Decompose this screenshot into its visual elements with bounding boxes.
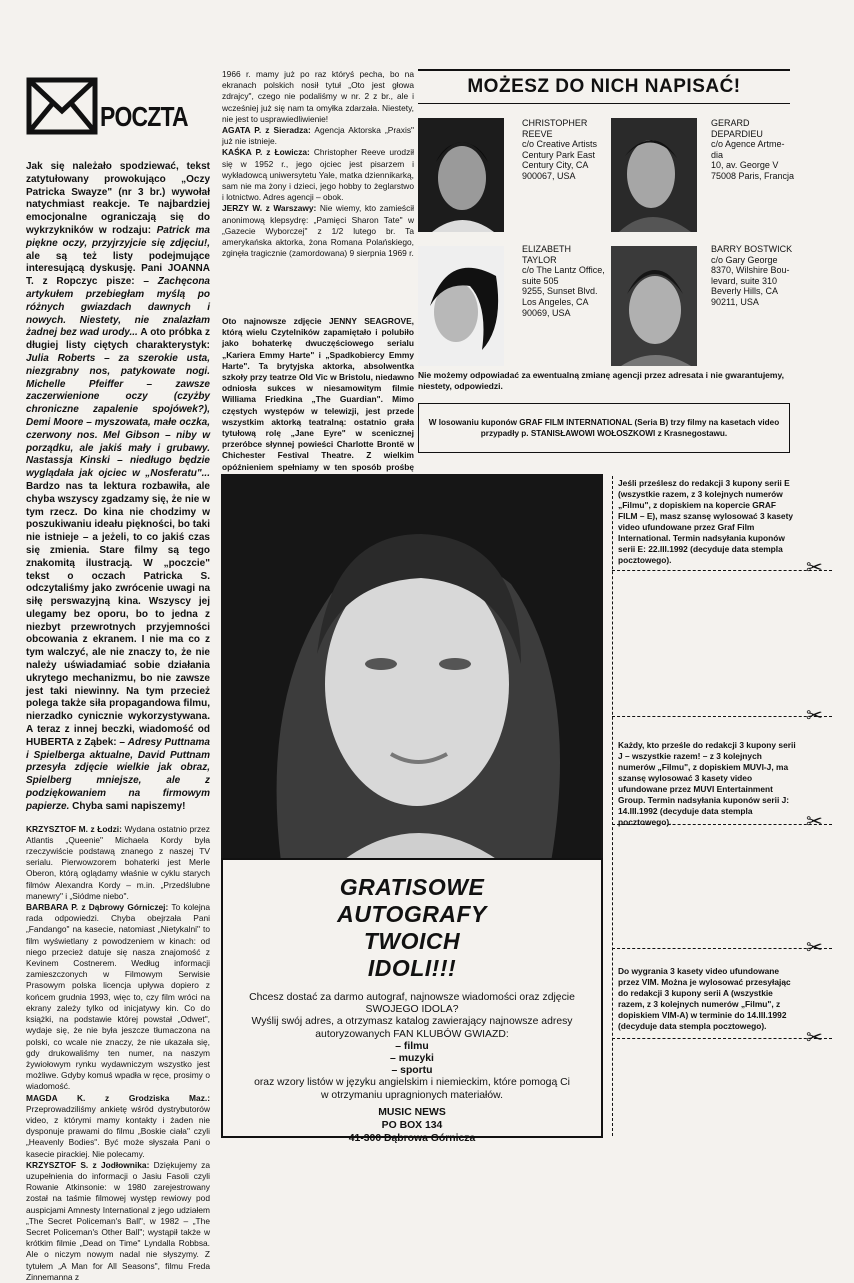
letter-answer: Agencja Aktorska „Praxis" już nie istnieje. <box>222 125 414 147</box>
reeve-photo <box>418 118 504 232</box>
write-to-them-section <box>418 69 790 104</box>
letter-answer: 1966 r. mamy już po raz któryś pecha, bo na ekranach polskich nosił tytuł „Oto jest głowa zdrajcy", czego nie podaliśmy w nr. 2 z br., ale i wcześniej już się nam ta omyłka zdarzała. Niestety, nie jest to usprawiedliwienie! <box>222 69 414 124</box>
letter-reply <box>222 125 414 147</box>
mail-column <box>26 73 210 1283</box>
letter-reply <box>26 1160 210 1283</box>
cut-line <box>612 824 832 825</box>
masthead <box>26 73 210 141</box>
lead-segment: Patrick ma piękne oczy, przyjrzyjcie się zdjęciu!, <box>26 224 210 249</box>
lead-segment: Zachęcona artykułem przebiegłam myślą po różnych gwiazdach dawnych i nowych. Niestety, nie znalazłam żadnej bez wad urody... <box>26 276 210 339</box>
scissors-icon: ✂ <box>806 811 823 833</box>
section-heading: MOŻESZ DO NICH NAPISAĆ! <box>418 69 790 104</box>
letter-answer: Przeprowadziliśmy ankietę wśród dystrybutorów video, z którymi mamy kontakty i żaden nie dysponuje prawami do filmu „Boskie ciała" czyli „Heavenly Bodies". Być może słyszała Pani o kasecie pirackiej. Nie polecamy. <box>26 1103 210 1159</box>
lead-segment: ale są też listy podejmujące interesującą dyskusję. Pani JOANNA T. z Ropczyc pisze: – <box>26 250 210 288</box>
letter-reply <box>26 902 210 1092</box>
letter-answer: To kolejna rada odpowiedzi. Chyba obejrzała Pani „Fandango" na kasecie, natomiast „Nietykalni" to film wyświetlany z powodzeniem w kinach: od niego przecież datuje się nasza znajomość z Kevinem Costnerem. Według informacji zamieszczonych w Filmowym Serwisie Prasowym polska licencja upływa dopiero z końcem grudnia 1993, więc to, czy film wróci na ekrany zależy tylko od inicjatywy kin. Co do książki, na podstawie której powstał „Odwet", wydaje się, że nie była jeszcze tłumaczona na polski, co wcale nie znaczy, że nie ukazała się, gdy drukowaliśmy ten numer, na naszym żywiołowym rynku wydawniczym wszystko jest możliwe. Gdyby komuś wpadła w ręce, prosimy o wiadomość. <box>26 902 210 1092</box>
scissors-icon: ✂ <box>806 937 823 959</box>
agency-disclaimer: Nie możemy odpowiadać za ewentualną zmianę agencji przez adresata i nie gwarantujemy, niestety, odpowiedzi. <box>418 370 784 391</box>
lead-segment: Jak się należało spodziewać, tekst zatytułowany prowokującо „Oczy Patricka Swayze" (nr 3 br.) wywołał natychmiast reakcje. Te najbardziej emocjonalne ograniczają się do wykrzykników w rodzaju: <box>26 161 210 236</box>
letter-sender: AGATA P. z Sieradza: <box>222 125 311 136</box>
section-title: POCZTA <box>100 101 188 132</box>
cut-line <box>612 948 832 949</box>
letter-reply <box>222 147 414 203</box>
seagrove-caption: Oto najnowsze zdjęcie JENNY SEAGROVE, którą wielu Czytelników zapamiętało i polubiło jako bohaterkę dwuczęściowego serialu „Kariera Emmy Harte" i „Spadkobiercy Emmy Harte". Ta brytyjska aktorka, absolwentka szkoły przy teatrze Old Vic w Bristolu, niedawno odniosła sukces w niesamowitym filmie Williama Friedkina „The Guardian". Mimo częstych występów w telewizji, jest przede wszystkim aktorką teatralną: ostatnio grała tytułową rolę „Jane Eyre" w scenicznej przeróbce słynnej powieści Charlotte Brontë w Chichester Festival Theatre. Z wielkim opóźnieniem spełniamy w ten sposób prośbę <box>222 316 414 472</box>
cut-line <box>612 570 832 571</box>
letter-answer: Wydana ostatnio przez Atlantis „Queenie" Michaela Kordy była rzeczywiście podstawą znanego z naszej TV serialu. Pierwowzorem bohaterki jest Merle Oberon, którą oglądamy właśnie w cyklu starych filmów Alexandra Kordy – m.in. „Przedślubne manewry" i „Siódme niebo". <box>26 823 210 901</box>
letter-sender: KRZYSZTOF M. z Łodzi: <box>26 823 122 834</box>
letters-list <box>26 824 210 1283</box>
scissors-icon: ✂ <box>806 557 823 579</box>
coupon-text-j: Każdy, kto prześle do redakcji 3 kupony serii J – wszystkie razem! – z 3 kolejnych numerów „Filmu", z dopiskiem MUVI-J, ma szansę wylosować 3 kasety video ufundowane przez MUVI Entertainment Group. Termin nadsyłania kuponów serii J: 14.III.1992 (decyduje data stempla pocztowego). <box>618 740 796 827</box>
letter-answer: Christopher Reeve urodził się w 1952 r., jego ojciec jest pisarzem i wykładowcą uniwersytetu Yale, matka dziennikarką, sam nie ma żony i dzieci, jego hobby to żeglarstwo i lotnictwo. Adres agencji – obok. <box>222 147 414 203</box>
address-bostwick: BARRY BOSTWICK c/o Gary George 8370, Wilshire Bou- levard, suite 310 Beverly Hills, CA 90211, USA <box>711 244 793 307</box>
letter-reply <box>26 824 210 902</box>
envelope-icon <box>26 77 98 135</box>
letter-reply <box>222 69 414 125</box>
winner-box: W losowaniu kuponów GRAF FILM INTERNATIONAL (Seria B) trzy filmy na kasetach video przypadły p. STANISŁAWOWI WOŁOSZKOWI z Krasnegostawu. <box>418 403 790 453</box>
letter-sender: MAGDA K. z Grodziska Maz.: <box>26 1092 210 1103</box>
bostwick-photo <box>611 246 697 366</box>
gratis-autographs-box <box>221 858 603 1144</box>
seagrove-photo <box>221 474 603 862</box>
taylor-photo <box>418 246 504 366</box>
cut-line <box>612 1038 832 1039</box>
lead-segment: A teraz z innej beczki, wiadomość od HUBERTA z Ząbek: – <box>26 724 210 748</box>
lead-segment: Bardzo nas ta lektura rozbawiła, ale chyba wszyscy zgadzamy się, że nie w tym rzecz. Do kina nie chodzimy w poszukiwaniu ideału piękności, bo taki nie istnieje – a jeżeli, to co jakiś czas się zmienia. Stare filmy są tego znakomitą ilustracją. W „poczcie" tekst o oczach Patricka S. odczytaliśmy jako zwrócenie uwagi na siłę perswazyjną kina. Wszyscy jej ulegamy bez oporu, bo to jedna z niezbyt przewrotnych przyjemności obcowania z ekranem. I nie ma co z tym walczyć, ale nie znaczy to, że nie należy uświadamiać sobie działania ukrytego mechanizmu, bo nie zawsze jest taki niewinny. Na tym przecież polega także siła propagandowa filmu, nierzadko cynicznie wykorzystywana. <box>26 480 210 723</box>
gratis-address: MUSIC NEWS PO BOX 134 41-300 Dąbrowa Górnicza <box>348 1106 476 1144</box>
letter-reply <box>26 1093 210 1160</box>
address-depardieu: GERARD DEPARDIEU c/o Agence Artme- dia 10, av. George V 75008 Paris, Francja <box>711 118 795 181</box>
lead-segment: Julia Roberts – za szerokie usta, niezgrabny nos, patykowate nogi. Michelle Pfeiffer – zawsze zaczerwienione oczy (czyżby chroniczne zapalenie spojówek?), Demi Moore – myszowata, małe oczka, czerwony nos. Mel Gibson – niby w porządku, ale jakiś mały i grubawy. Nastassja Kinski – niedługo będzie wyglądała jak ojciec w „Nosferatu"... <box>26 352 210 480</box>
letter-sender: KRZYSZTOF S. z Jodłownika: <box>26 1159 150 1170</box>
depardieu-photo <box>611 118 697 232</box>
letter-sender: BARBARA P. z Dąbrowy Górniczej: <box>26 902 169 913</box>
letter-reply <box>222 203 414 259</box>
scissors-icon: ✂ <box>806 705 823 727</box>
gratis-title: GRATISOWE AUTOGRAFY TWOICH IDOLI!!! <box>337 874 487 981</box>
scissors-icon: ✂ <box>806 1027 823 1049</box>
coupon-text-a: Do wygrania 3 kasety video ufundowane przez VIM. Można je wylosować przesyłając do redakcji 3 kupony serii A (wszystkie razem, z 3 kolejnych numerów „Filmu", z dopiskiem VIM-A) w terminie do 14.III.1992 (decyduje data stempla pocztowego). <box>618 966 791 1031</box>
lead-segment: Adresy Puttnama i Spielberga aktualne, David Puttnam przesyła zdjęcie wielkie jak obraz, Spielberg mniejsze, ale z podziękowaniem na firmowym papierze. <box>26 736 210 812</box>
lead-text <box>26 161 210 814</box>
lead-segment: A oto próbka z długiej listy ciętych charakterystyk: <box>26 327 210 352</box>
address-reeve: CHRISTOPHER REEVE c/o Creative Artists Century Park East Century City, CA 900067, USA <box>522 118 598 181</box>
coupon-text-e: Jeśli prześlesz do redakcji 3 kupony serii E (wszystkie razem, z 3 kolejnych numerów „Filmu", z dopiskiem na kopercie GRAF FILM – E), masz szansę wylosować 3 kasety video ufundowane przez Graf Film International. Termin nadsyłania kuponów serii E: 22.III.1992 (decyduje data stempla pocztowego). <box>618 478 794 565</box>
cut-line <box>612 716 832 717</box>
letter-answer: Dziękujemy za uzupełnienia do informacji o Jasiu Fasoli czyli Rowanie Atkinsonie: w 1980 zarejestrowany został na taśmie filmowej występ rewiowy pod auspicjami Amnesty International z jego udziałem „The Secret Policeman's Ball", w 1982 – „The Secret Policeman's Other Ball"; wystąpił także w krótkim filmie „Dead on Time" Lyndalla Robbsa. Ale o niczym nowym nadal nie słyszymy. Z tytułem „A Man for All Seasons", filmu Freda Zinnemanna z <box>26 1159 210 1282</box>
letter-answer: Nie wiemy, kto zamieścił anonimową klepsydrę: „Pamięci Sharon Tate" w „Gazecie Wyborczej" z 1/2 lutego br. Ta amerykańska aktorka, żona Romana Polańskiego, zginęła tragicznie (zamordowana) 9 sierpnia 1969 r. <box>222 203 414 259</box>
letter-sender: KAŚKA P. z Łowicza: <box>222 147 310 158</box>
coupon-border <box>612 476 613 1136</box>
letters-list-continued <box>222 69 414 259</box>
gratis-body: Chcesz dostać za darmo autograf, najnowsze wiadomości oraz zdjęcie SWOJEGO IDOLA? Wyślij swój adres, a otrzymasz katalog zawierający najnowsze adresy autoryzowanych FAN KLUBÓW GWIAZD: – filmu – muzyki – sportu oraz wzory listów w języku angielskim i niemieckim, które pomogą Ci w otrzymaniu upragnionych materiałów. <box>249 992 575 1101</box>
address-taylor: ELIZABETH TAYLOR c/o The Lantz Office, suite 505 9255, Sunset Blvd. Los Angeles, CA 90069, USA <box>522 244 605 318</box>
letter-sender: JERZY W. z Warszawy: <box>222 203 317 214</box>
lead-segment: Chyba sami napiszemy! <box>69 800 186 812</box>
